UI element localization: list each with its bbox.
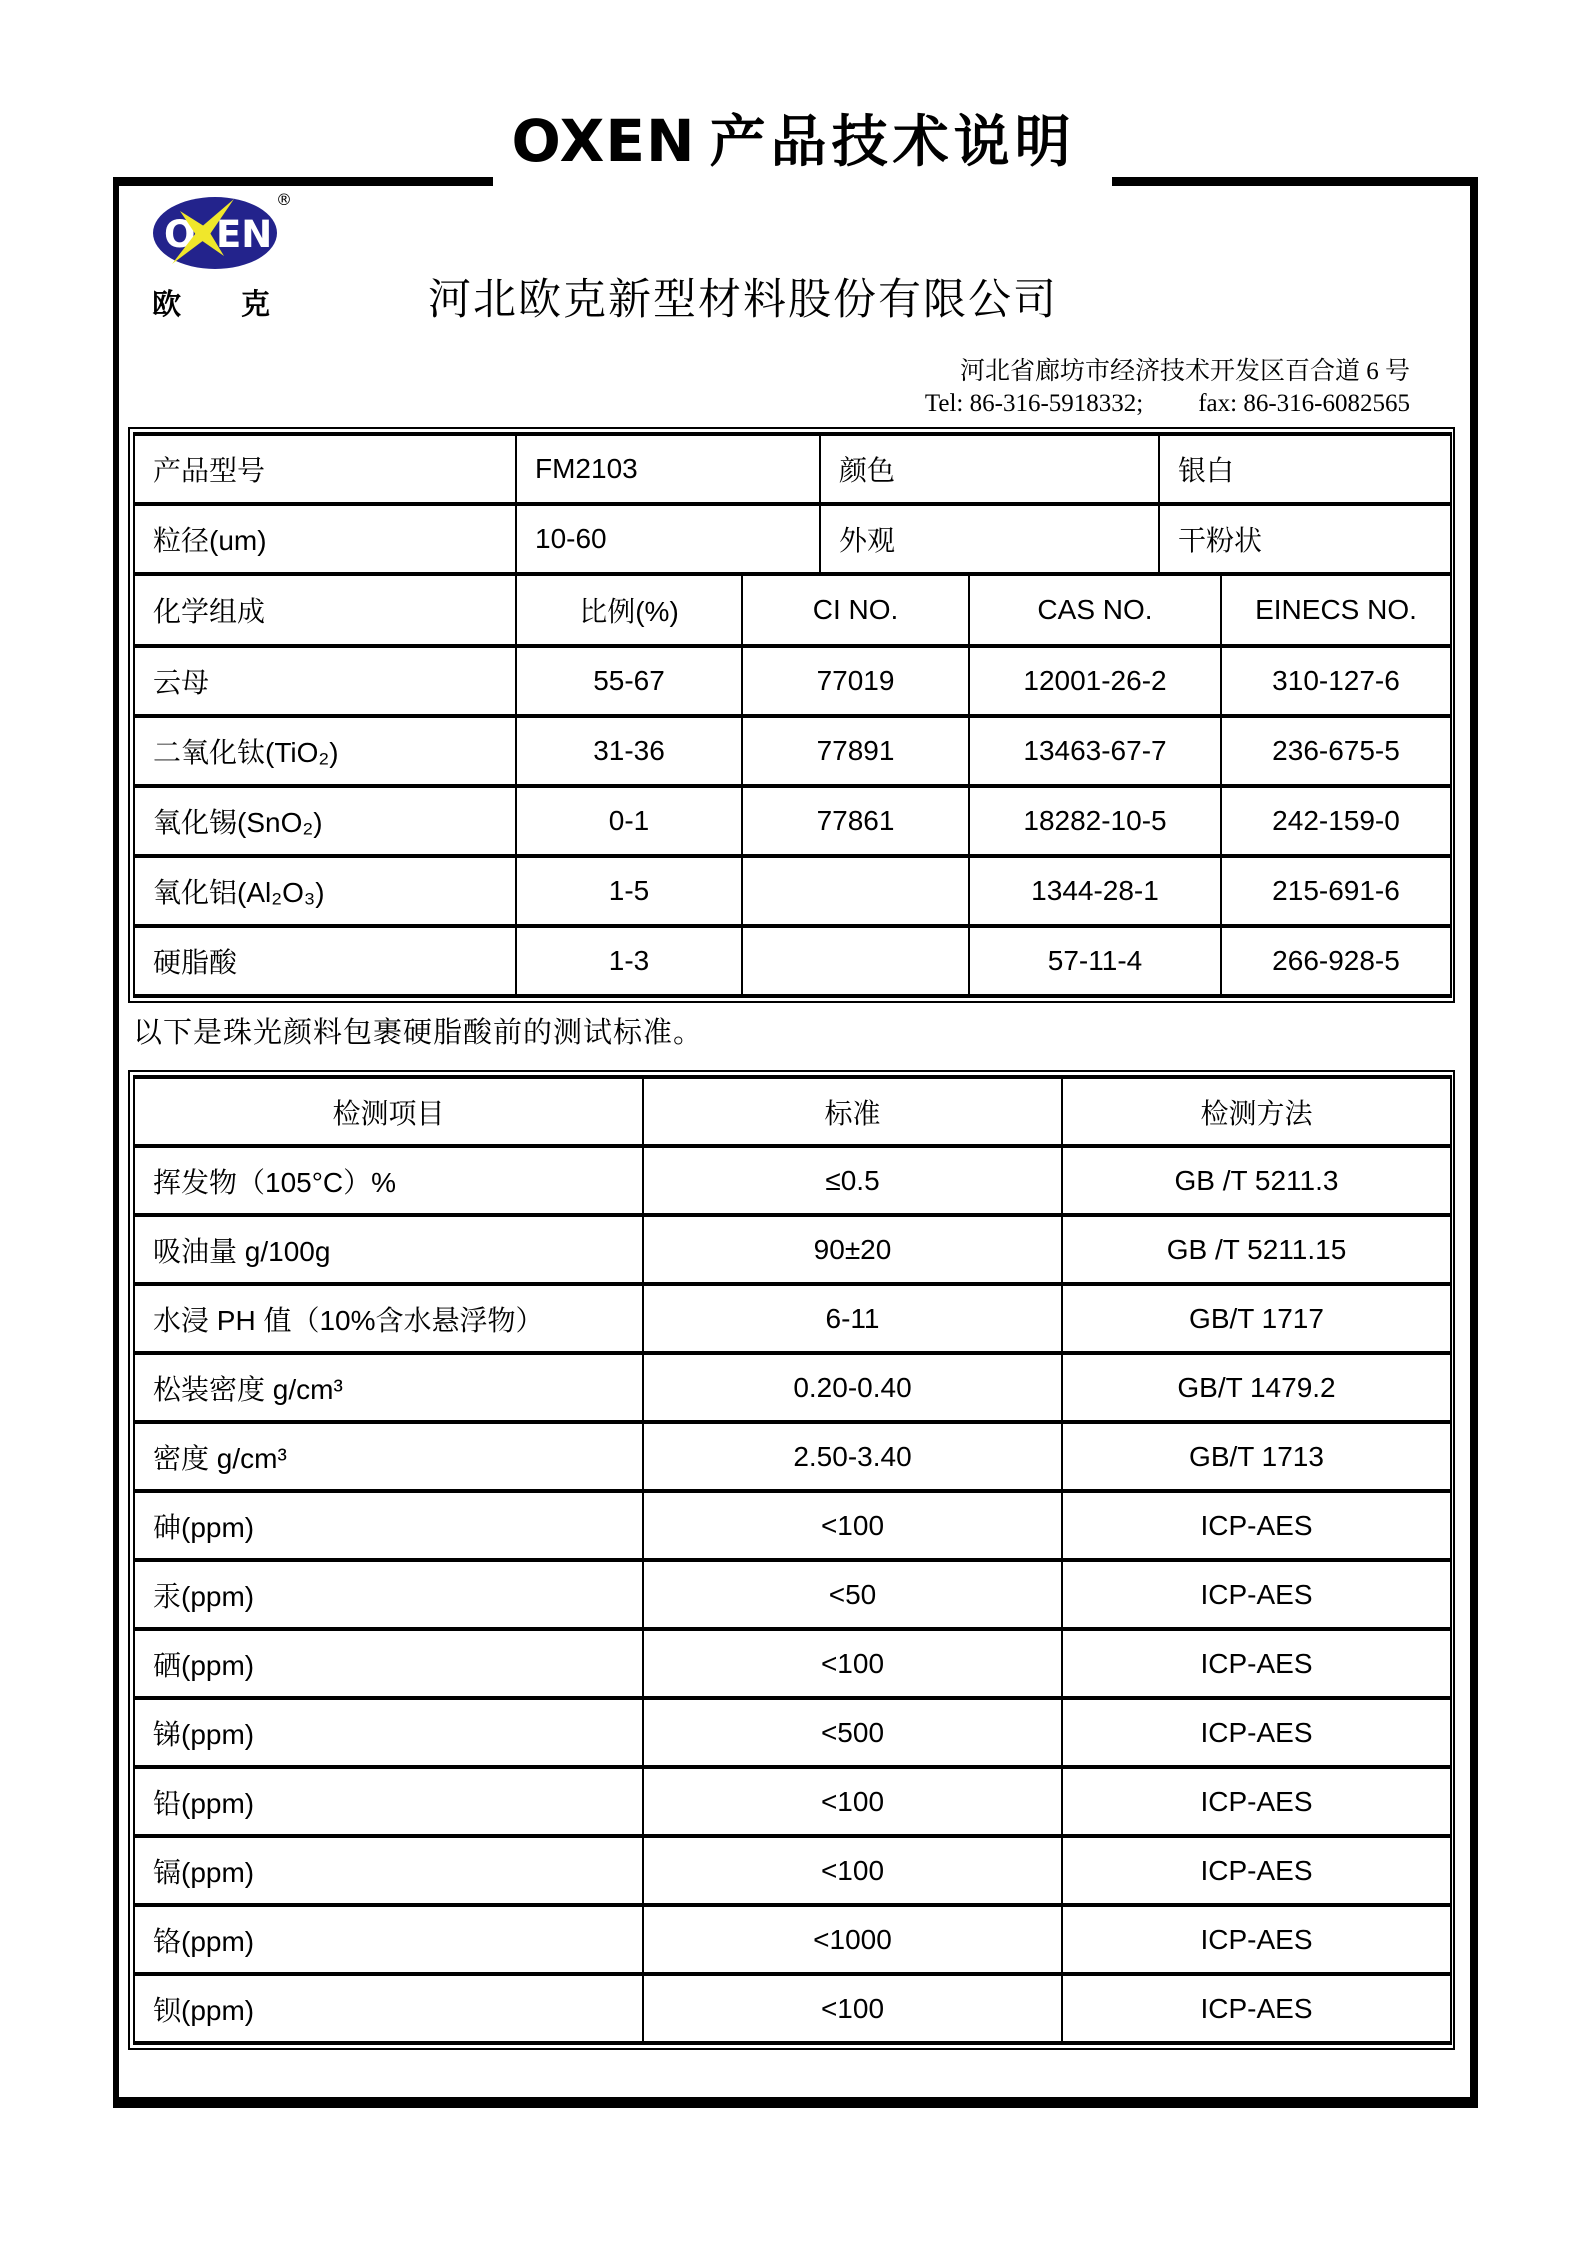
table-cell: 1-3 [516,926,742,996]
table-row [134,716,1451,786]
table-row [134,1353,1451,1422]
table-cell: 颜色 [820,434,1159,504]
logo-caption [152,282,270,323]
table-cell: 松装密度 g/cm³ [134,1353,643,1422]
product-info-table [133,432,1452,576]
table-cell: 银白 [1159,434,1451,504]
table-cell [742,926,969,996]
table-cell: 挥发物（105°C）% [134,1146,643,1215]
table-row [134,504,1451,574]
logo-caption-left: 欧 [152,287,182,321]
table-cell: 57-11-4 [969,926,1221,996]
table-cell: 二氧化钛(TiO₂) [134,716,516,786]
table-cell: 粒径(um) [134,504,516,574]
table-cell: ICP-AES [1062,1905,1451,1974]
table-cell: 干粉状 [1159,504,1451,574]
table-row [134,434,1451,504]
table-cell: ≤0.5 [643,1146,1062,1215]
table-header-cell: CI NO. [742,576,969,646]
table-header-row [134,1077,1451,1146]
table-row [134,1836,1451,1905]
table-row [134,1698,1451,1767]
table-cell: 2.50-3.40 [643,1422,1062,1491]
table-header-cell: 比例(%) [516,576,742,646]
table-cell: 汞(ppm) [134,1560,643,1629]
company-contact-line [925,388,1410,420]
table-cell: 硬脂酸 [134,926,516,996]
table-cell: <1000 [643,1905,1062,1974]
page-title [0,98,1587,178]
table-row [134,1215,1451,1284]
table-cell: 砷(ppm) [134,1491,643,1560]
table-cell: 吸油量 g/100g [134,1215,643,1284]
table-cell: 密度 g/cm³ [134,1422,643,1491]
table-cell: 77891 [742,716,969,786]
table-cell: GB/T 1479.2 [1062,1353,1451,1422]
company-logo [152,190,292,323]
table-row [134,1491,1451,1560]
table-cell: GB/T 1717 [1062,1284,1451,1353]
table-cell: 0-1 [516,786,742,856]
table-cell: 18282-10-5 [969,786,1221,856]
table-row [134,1284,1451,1353]
registered-trademark-icon: ® [276,190,292,209]
chemical-composition-table [133,576,1452,998]
page-title-latin: OXEN [511,107,696,175]
table-row [134,1974,1451,2043]
table-row [134,646,1451,716]
table-row [134,926,1451,996]
table-cell: <500 [643,1698,1062,1767]
table-cell: 硒(ppm) [134,1629,643,1698]
table-cell: 0.20-0.40 [643,1353,1062,1422]
table-cell: ICP-AES [1062,1974,1451,2043]
product-spec-table [133,432,1450,998]
logo-caption-right: 克 [240,287,270,321]
company-address-block [925,356,1410,420]
table-cell: 水浸 PH 值（10%含水悬浮物） [134,1284,643,1353]
table-cell: 55-67 [516,646,742,716]
table-row [134,1629,1451,1698]
table-header-row [134,576,1451,646]
table-header-cell: CAS NO. [969,576,1221,646]
table-header-cell: 标准 [643,1077,1062,1146]
table-cell: GB/T 1713 [1062,1422,1451,1491]
table-cell [742,856,969,926]
test-standard-note: 以下是珠光颜料包裹硬脂酸前的测试标准。 [133,1017,704,1049]
table-cell: 锑(ppm) [134,1698,643,1767]
company-address-line: 河北省廊坊市经济技术开发区百合道 6 号 [959,358,1410,385]
table-cell: 77019 [742,646,969,716]
table-cell: <100 [643,1491,1062,1560]
table-row [134,1560,1451,1629]
table-cell: 氧化锡(SnO₂) [134,786,516,856]
test-standard-table-wrap [133,1075,1450,2045]
table-cell: 铅(ppm) [134,1767,643,1836]
table-cell: GB /T 5211.3 [1062,1146,1451,1215]
table-cell: ICP-AES [1062,1560,1451,1629]
table-cell: 1-5 [516,856,742,926]
table-cell: FM2103 [516,434,820,504]
table-cell: 6-11 [643,1284,1062,1353]
table-cell: ICP-AES [1062,1767,1451,1836]
table-cell: 1344-28-1 [969,856,1221,926]
table-cell: 10-60 [516,504,820,574]
table-cell: ICP-AES [1062,1836,1451,1905]
table-cell: 215-691-6 [1221,856,1451,926]
table-row [134,1905,1451,1974]
table-cell: ICP-AES [1062,1491,1451,1560]
oxen-logo-icon [152,190,292,270]
table-header-cell: 检测项目 [134,1077,643,1146]
company-name: 河北欧克新型材料股份有限公司 [428,277,1058,324]
table-cell: 钡(ppm) [134,1974,643,2043]
table-cell: 31-36 [516,716,742,786]
test-standard-table [133,1075,1452,2045]
table-row [134,856,1451,926]
logo-letters-en: EN [216,213,273,256]
table-header-cell: 化学组成 [134,576,516,646]
table-cell: 77861 [742,786,969,856]
table-cell: <50 [643,1560,1062,1629]
table-header-cell: EINECS NO. [1221,576,1451,646]
table-cell: 13463-67-7 [969,716,1221,786]
table-cell: 产品型号 [134,434,516,504]
table-cell: <100 [643,1629,1062,1698]
table-cell: GB /T 5211.15 [1062,1215,1451,1284]
company-fax: fax: 86-316-6082565 [1198,390,1410,417]
table-cell: 氧化铝(Al₂O₃) [134,856,516,926]
table-cell: ICP-AES [1062,1698,1451,1767]
logo-letter-o: O [164,213,196,256]
table-cell: <100 [643,1974,1062,2043]
table-cell: 铬(ppm) [134,1905,643,1974]
company-tel: Tel: 86-316-5918332; [924,390,1144,417]
table-cell: ICP-AES [1062,1629,1451,1698]
table-row [134,786,1451,856]
table-cell: <100 [643,1836,1062,1905]
table-cell: 镉(ppm) [134,1836,643,1905]
table-row [134,1146,1451,1215]
oxen-logo-svg [152,196,278,270]
table-cell: 236-675-5 [1221,716,1451,786]
table-cell: 242-159-0 [1221,786,1451,856]
table-row [134,1767,1451,1836]
table-cell: 310-127-6 [1221,646,1451,716]
table-cell: 90±20 [643,1215,1062,1284]
table-cell: 云母 [134,646,516,716]
table-cell: 外观 [820,504,1159,574]
table-header-cell: 检测方法 [1062,1077,1451,1146]
table-cell: 12001-26-2 [969,646,1221,716]
table-cell: <100 [643,1767,1062,1836]
table-row [134,1422,1451,1491]
table-cell: 266-928-5 [1221,926,1451,996]
page-title-cjk: 产品技术说明 [709,112,1076,174]
